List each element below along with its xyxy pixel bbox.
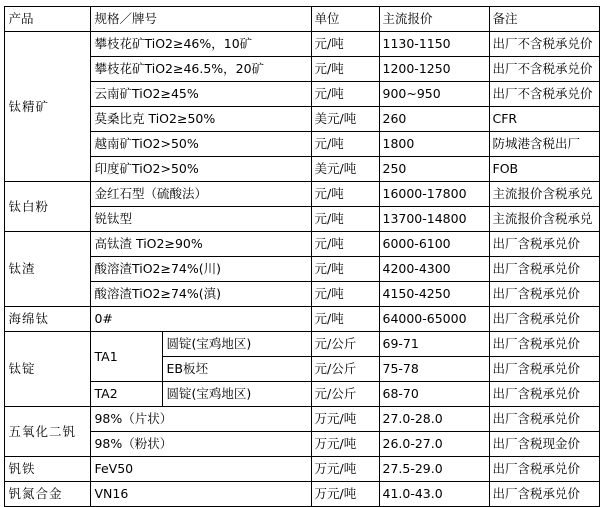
spec-cell: VN16 <box>91 482 311 507</box>
table-header-row <box>5 7 599 32</box>
header-price: 主流报价 <box>379 7 489 32</box>
spec-cell: 高钛渣 TiO2≥90% <box>91 232 311 257</box>
note-cell: 主流报价含税承兑 <box>489 207 599 232</box>
category-cell: 五氧化二钒 <box>5 407 91 457</box>
header-unit: 单位 <box>311 7 379 32</box>
unit-cell: 元/公斤 <box>311 332 379 357</box>
note-cell: 出厂含税承兑价 <box>489 257 599 282</box>
unit-cell: 元/吨 <box>311 82 379 107</box>
category-cell: 钒氮合金 <box>5 482 91 507</box>
note-cell: 出厂含税承兑价 <box>489 357 599 382</box>
price-cell: 900~950 <box>379 82 489 107</box>
price-cell: 27.5-29.0 <box>379 457 489 482</box>
spec-cell: FeV50 <box>91 457 311 482</box>
price-table <box>4 6 599 507</box>
price-cell: 16000-17800 <box>379 182 489 207</box>
note-cell: FOB <box>489 157 599 182</box>
price-cell: 64000-65000 <box>379 307 489 332</box>
table-row <box>5 482 599 507</box>
table-row <box>5 457 599 482</box>
category-cell: 钛渣 <box>5 232 91 307</box>
price-cell: 4200-4300 <box>379 257 489 282</box>
table-row <box>5 407 599 432</box>
grade-cell: TA1 <box>91 332 163 382</box>
spec-cell: EB板坯 <box>163 357 311 382</box>
category-cell: 钛锭 <box>5 332 91 407</box>
note-cell: CFR <box>489 107 599 132</box>
table-row <box>5 332 599 357</box>
table-row <box>5 307 599 332</box>
table-row <box>5 32 599 57</box>
price-cell: 75-78 <box>379 357 489 382</box>
grade-cell: TA2 <box>91 382 163 407</box>
table-row <box>5 57 599 82</box>
price-cell: 260 <box>379 107 489 132</box>
header-product: 产品 <box>5 7 91 32</box>
note-cell: 出厂含税承兑价 <box>489 332 599 357</box>
price-cell: 41.0-43.0 <box>379 482 489 507</box>
table-body <box>5 32 599 507</box>
table-header <box>5 7 599 32</box>
note-cell: 防城港含税出厂 <box>489 132 599 157</box>
spec-cell: 0# <box>91 307 311 332</box>
unit-cell: 万元/吨 <box>311 432 379 457</box>
unit-cell: 元/吨 <box>311 307 379 332</box>
note-cell: 出厂含税承兑价 <box>489 482 599 507</box>
unit-cell: 万元/吨 <box>311 457 379 482</box>
spec-cell: 酸溶渣TiO2≥74%(滇) <box>91 282 311 307</box>
price-cell: 26.0-27.0 <box>379 432 489 457</box>
table-row <box>5 207 599 232</box>
unit-cell: 万元/吨 <box>311 482 379 507</box>
unit-cell: 元/吨 <box>311 232 379 257</box>
note-cell: 出厂含税现金价 <box>489 432 599 457</box>
unit-cell: 美元/吨 <box>311 157 379 182</box>
unit-cell: 元/吨 <box>311 257 379 282</box>
price-cell: 6000-6100 <box>379 232 489 257</box>
note-cell: 出厂含税承兑价 <box>489 282 599 307</box>
table-row <box>5 382 599 407</box>
table-row <box>5 282 599 307</box>
price-cell: 68-70 <box>379 382 489 407</box>
unit-cell: 万元/吨 <box>311 407 379 432</box>
spec-cell: 金红石型（硫酸法） <box>91 182 311 207</box>
unit-cell: 元/公斤 <box>311 382 379 407</box>
header-spec: 规格／牌号 <box>91 7 311 32</box>
table-row <box>5 182 599 207</box>
table-row <box>5 432 599 457</box>
unit-cell: 元/吨 <box>311 182 379 207</box>
price-cell: 1800 <box>379 132 489 157</box>
spec-cell: 莫桑比克 TiO2≥50% <box>91 107 311 132</box>
header-note: 备注 <box>489 7 599 32</box>
table-row <box>5 257 599 282</box>
price-cell: 1130-1150 <box>379 32 489 57</box>
note-cell: 出厂不含税承兑价 <box>489 57 599 82</box>
unit-cell: 美元/吨 <box>311 107 379 132</box>
unit-cell: 元/公斤 <box>311 357 379 382</box>
category-cell: 钛白粉 <box>5 182 91 232</box>
spec-cell: 锐钛型 <box>91 207 311 232</box>
category-cell: 钒铁 <box>5 457 91 482</box>
unit-cell: 元/吨 <box>311 132 379 157</box>
table-row <box>5 107 599 132</box>
note-cell: 出厂不含税承兑价 <box>489 32 599 57</box>
table-row <box>5 157 599 182</box>
table-row <box>5 232 599 257</box>
spec-cell: 攀枝花矿TiO2≥46.5%，20矿 <box>91 57 311 82</box>
price-cell: 27.0-28.0 <box>379 407 489 432</box>
unit-cell: 元/吨 <box>311 282 379 307</box>
unit-cell: 元/吨 <box>311 32 379 57</box>
spec-cell: 98%（粉状） <box>91 432 311 457</box>
note-cell: 出厂含税承兑价 <box>489 307 599 332</box>
spec-cell: 印度矿TiO2>50% <box>91 157 311 182</box>
note-cell: 主流报价含税承兑 <box>489 182 599 207</box>
price-cell: 250 <box>379 157 489 182</box>
price-cell: 69-71 <box>379 332 489 357</box>
unit-cell: 元/吨 <box>311 207 379 232</box>
unit-cell: 元/吨 <box>311 57 379 82</box>
note-cell: 出厂含税承兑价 <box>489 457 599 482</box>
spec-cell: 云南矿TiO2≥45% <box>91 82 311 107</box>
price-cell: 1200-1250 <box>379 57 489 82</box>
spec-cell: 圆锭(宝鸡地区) <box>163 382 311 407</box>
spec-cell: 圆锭(宝鸡地区) <box>163 332 311 357</box>
price-cell: 13700-14800 <box>379 207 489 232</box>
spec-cell: 攀枝花矿TiO2≥46%，10矿 <box>91 32 311 57</box>
category-cell: 钛精矿 <box>5 32 91 182</box>
category-cell: 海绵钛 <box>5 307 91 332</box>
price-cell: 4150-4250 <box>379 282 489 307</box>
note-cell: 出厂含税承兑价 <box>489 232 599 257</box>
table-row <box>5 132 599 157</box>
note-cell: 出厂含税承兑价 <box>489 382 599 407</box>
spec-cell: 98%（片状） <box>91 407 311 432</box>
note-cell: 出厂不含税承兑价 <box>489 82 599 107</box>
table-row <box>5 82 599 107</box>
spec-cell: 酸溶渣TiO2≥74%(川) <box>91 257 311 282</box>
spec-cell: 越南矿TiO2>50% <box>91 132 311 157</box>
note-cell: 出厂含税承兑价 <box>489 407 599 432</box>
